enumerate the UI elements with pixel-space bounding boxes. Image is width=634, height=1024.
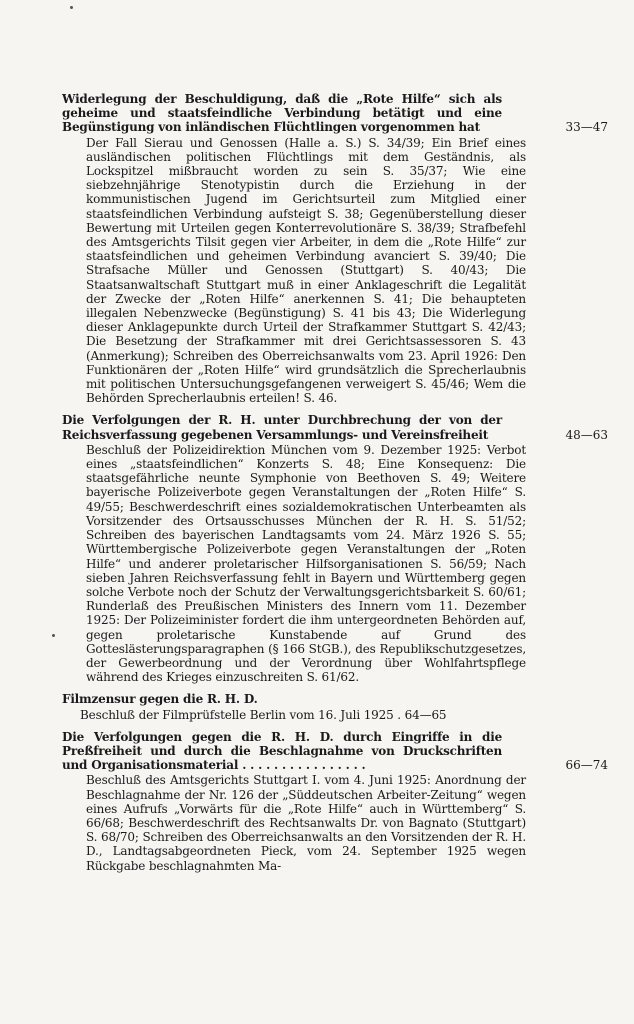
- toc-entry-header: [62, 692, 610, 706]
- paper-speck: [52, 634, 55, 637]
- toc-entry-header: [62, 92, 610, 135]
- toc-entry-heading: Die Verfolgungen der R. H. unter Durchbrechung der von der Reichsverfassung gegebenen Versammlungs- und Vereinsfreiheit: [62, 413, 502, 442]
- toc-entry: [62, 92, 610, 405]
- toc-entry-header: [62, 413, 610, 441]
- table-of-contents-page: [62, 92, 610, 881]
- paper-speck: [70, 6, 73, 9]
- toc-entry-header: [62, 730, 610, 773]
- toc-entry-body: Beschluß des Amtsgerichts Stuttgart I. vom 4. Juni 1925: Anordnung der Beschlagnahme der Nr. 126 der „Süddeutschen Arbeiter-Zeitung“ wegen eines Aufrufs „Vorwärts für die „Rote Hilfe“ auch in Württemberg“ S. 66/68; Beschwerdeschrift des Rechtsanwalts Dr. von Bagnato (Stuttgart) S. 68/70; Schreiben des Oberreichsanwalts an den Vorsitzenden der R. H. D., Landtagsabgeordneten Pieck, vom 24. September 1925 wegen Rückgabe beschlagnahmten Ma-: [86, 773, 526, 873]
- toc-entry: [62, 413, 610, 684]
- toc-entry-pages: 66—74: [565, 758, 608, 773]
- toc-entry-pages: 48—63: [565, 427, 608, 442]
- toc-entry-heading: Die Verfolgungen gegen die R. H. D. durch Eingriffe in die Preßfreiheit und durch die Beschlagnahme von Druckschriften und Organisationsmaterial . . . . . . . . . . . . . . . .: [62, 729, 502, 773]
- toc-entry: [62, 730, 610, 873]
- toc-entry: [62, 692, 610, 721]
- toc-entry-heading: Filmzensur gegen die R. H. D.: [62, 692, 258, 707]
- toc-entry-pages: 33—47: [565, 120, 608, 135]
- toc-entry-body: Der Fall Sierau und Genossen (Halle a. S.) S. 34/39; Ein Brief eines ausländischen politischen Flüchtlings mit dem Geständnis, als Lockspitzel mißbraucht worden zu sein S. 35/37; Wie eine siebzehnjährige Stenotypistin durch die Erziehung in der kommunistischen Jugend im Gerichtsurteil zum Mitglied einer staatsfeindlichen Verbindung aufsteigt S. 38; Gegenüberstellung dieser Bewertung mit Urteilen gegen Konterrevolutionäre S. 38/39; Strafbefehl des Amtsgerichts Tilsit gegen vier Arbeiter, in dem die „Rote Hilfe“ zur staatsfeindlichen und geheimen Verbindung avanciert S. 39/40; Die Strafsache Müller und Genossen (Stuttgart) S. 40/43; Die Staatsanwaltschaft Stuttgart muß in einer Anklageschrift die Legalität der Zwecke der „Roten Hilfe“ anerkennen S. 41; Die behaupteten illegalen Nebenzwecke (Begünstigung) S. 41 bis 43; Die Widerlegung dieser Anklagepunkte durch Urteil der Strafkammer Stuttgart S. 42/43; Die Besetzung der Strafkammer mit drei Gerichtsassessoren S. 43 (Anmerkung); Schreiben des Oberreichsanwalts vom 23. April 1926: Den Funktionären der „Roten Hilfe“ wird grundsätzlich die Sprecherlaubnis mit politischen Untersuchungsgefangenen verweigert S. 45/46; Wem die Behörden Sprecherlaubnis erteilen! S. 46.: [86, 135, 526, 406]
- toc-entry-body: Beschluß der Polizeidirektion München vom 9. Dezember 1925: Verbot eines „staatsfeindlichen“ Konzerts S. 48; Eine Konsequenz: Die staatsgefährliche neunte Symphonie von Beethoven S. 49; Weitere bayerische Polizeiverbote gegen Veranstaltungen der „Roten Hilfe“ S. 49/55; Beschwerdeschrift eines sozialdemokratischen Unterbeamten als Vorsitzender des Ortsausschusses München der R. H. S. 51/52; Schreiben des bayerischen Landtagsamts vom 24. März 1926 S. 55; Württembergische Polizeiverbote gegen Veranstaltungen der „Roten Hilfe“ und anderer proletarischer Hilfsorganisationen S. 56/59; Nach sieben Jahren Reichsverfassung fehlt in Bayern und Württemberg gegen solche Verbote noch der Schutz der Verwaltungsgerichtsbarkeit S. 60/61; Runderlaß des Preußischen Ministers des Innern vom 11. Dezember 1925: Der Polizeiminister fordert die ihm untergeordneten Behörden auf, gegen proletarische Kunstabende auf Grund des Gotteslästerungsparagraphen (§ 166 StGB.), des Republikschutzgesetzes, der Gewerbeordnung und der Verordnung über Wohlfahrtspflege während des Krieges einzuschreiten S. 61/62.: [86, 442, 526, 685]
- toc-entry-body: Beschluß der Filmprüfstelle Berlin vom 16. Juli 1925 . 64—65: [80, 707, 447, 722]
- toc-entry-heading: Widerlegung der Beschuldigung, daß die „Rote Hilfe“ sich als geheime und staatsfeindliche Verbindung betätigt und eine Begünstigung von inländischen Flüchtlingen vorgenommen hat: [62, 92, 502, 135]
